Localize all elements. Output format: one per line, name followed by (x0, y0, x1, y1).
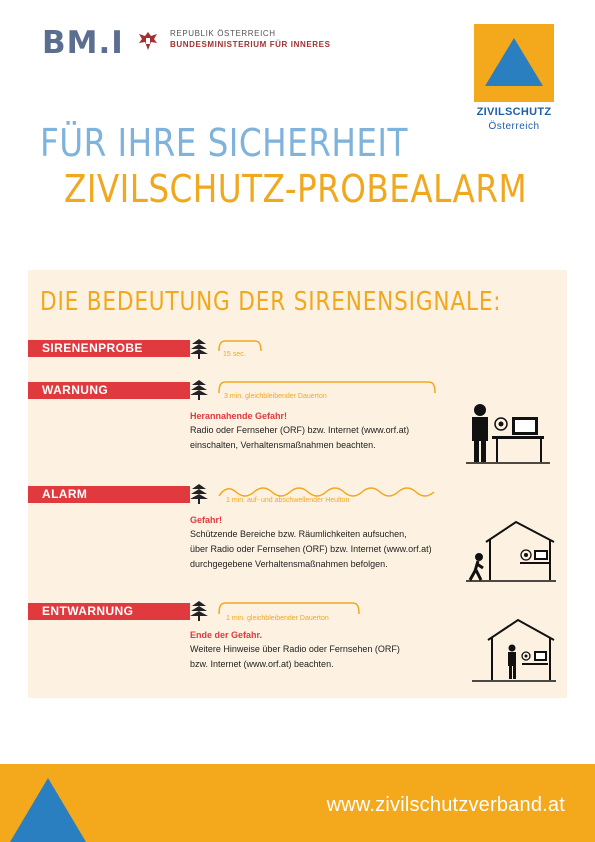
siren-icon (190, 339, 208, 359)
text-warnung-2: einschalten, Verhaltensmaßnahmen beachten. (190, 440, 376, 450)
text-alarm-2: über Radio oder Fernsehen (ORF) bzw. Internet (www.orf.at) (190, 544, 432, 554)
zivilschutz-name: ZIVILSCHUTZ (476, 106, 552, 118)
triangle-icon (10, 778, 86, 842)
label-alarm: ALARM (28, 486, 190, 503)
text-alarm-3: durchgegebene Verhaltensmaßnahmen befolgen. (190, 559, 388, 569)
ministry-label: BUNDESMINISTERIUM FÜR INNERES (170, 40, 331, 49)
siren-icon (190, 601, 208, 621)
label-warnung: WARNUNG (28, 382, 190, 399)
title-line-2: ZIVILSCHUTZ-PROBEALARM (64, 167, 528, 211)
heading-entwarnung: Ende der Gefahr. (190, 630, 263, 640)
heading-alarm: Gefahr! (190, 515, 223, 525)
text-warnung-1: Radio oder Fernseher (ORF) bzw. Internet (www.orf.at) (190, 425, 410, 435)
house-safe-illustration (472, 618, 556, 682)
republic-label: REPUBLIK ÖSTERREICH (170, 29, 276, 38)
triangle-icon (474, 24, 554, 102)
zivilschutz-country: Österreich (488, 121, 540, 132)
label-sirenenprobe: SIRENENPROBE (28, 340, 190, 357)
signal-curve-icon (218, 602, 360, 615)
text-entwarnung-1: Weitere Hinweise über Radio oder Fernsehen (ORF) (190, 644, 400, 654)
duration-alarm: 1 min. auf- und abschwellender Heulton (226, 497, 350, 504)
text-entwarnung-2: bzw. Internet (www.orf.at) beachten. (190, 659, 334, 669)
person-at-tv-illustration (466, 402, 550, 464)
eagle-icon (136, 30, 160, 52)
zivilschutz-logo (474, 24, 554, 102)
bmi-logo: BM.I (42, 25, 124, 61)
duration-sirenenprobe: 15 sec. (223, 351, 246, 358)
text-alarm-1: Schützende Bereiche bzw. Räumlichkeiten aufsuchen, (190, 529, 407, 539)
title-line-1: FÜR IHRE SICHERHEIT (40, 121, 408, 165)
panel-subtitle: DIE BEDEUTUNG DER SIRENENSIGNALE: (40, 287, 502, 317)
website-link[interactable]: www.zivilschutzverband.at (326, 794, 565, 816)
heading-warnung: Herannahende Gefahr! (190, 411, 288, 421)
label-entwarnung: ENTWARNUNG (28, 603, 190, 620)
siren-icon (190, 484, 208, 504)
siren-icon (190, 380, 208, 400)
duration-entwarnung: 1 min. gleichbleibender Dauerton (226, 615, 329, 622)
house-shelter-illustration (466, 520, 556, 582)
duration-warnung: 3 min. gleichbleibender Dauerton (224, 393, 327, 400)
